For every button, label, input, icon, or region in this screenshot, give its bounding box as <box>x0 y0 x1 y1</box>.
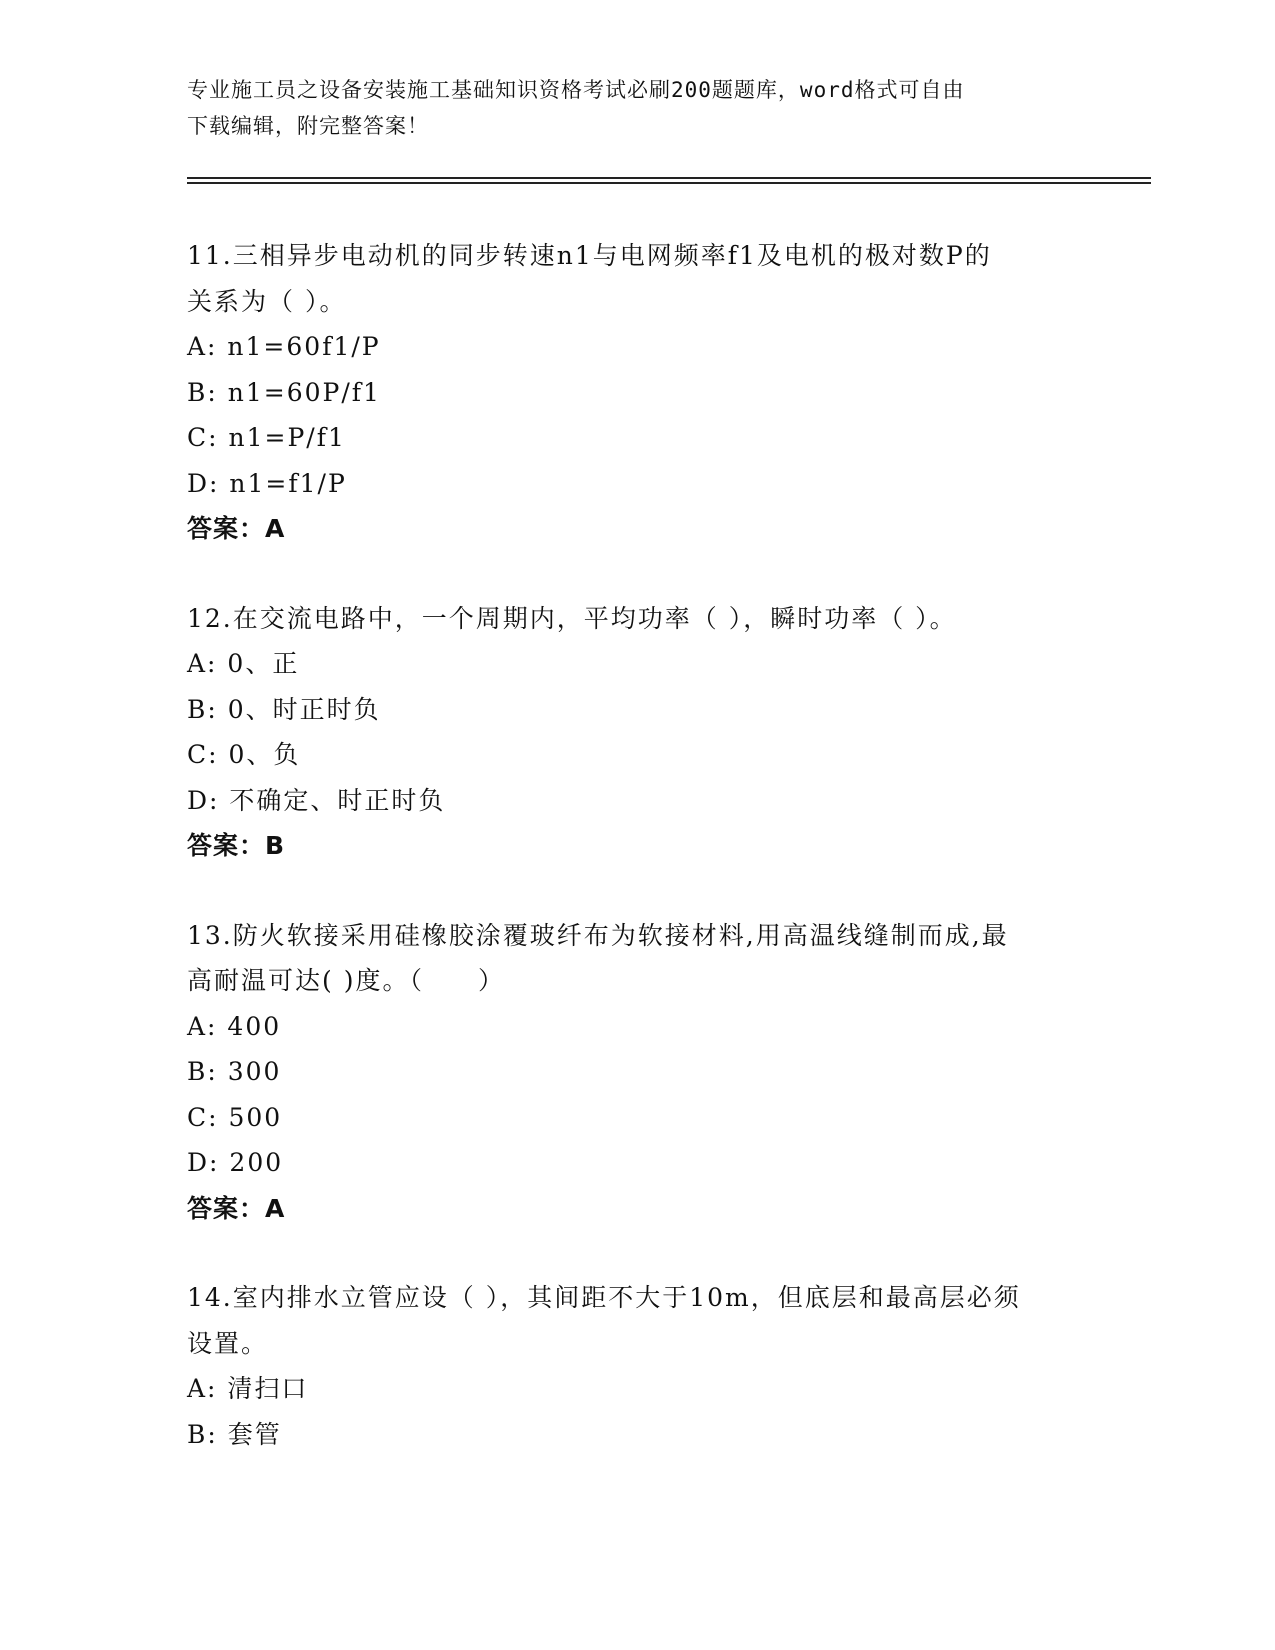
option-d: D: 200 <box>187 1148 284 1177</box>
option-c: C: 500 <box>187 1102 283 1132</box>
question-text <box>187 913 1087 1004</box>
question-11 <box>187 233 1087 552</box>
option-a: A: n1=60f1/P <box>187 332 381 361</box>
answer: 答案：B <box>187 831 286 860</box>
question-text-line-2: 设置。 <box>187 1328 269 1358</box>
option-b: B: 300 <box>187 1057 282 1086</box>
document-header <box>187 72 1067 144</box>
question-text <box>187 596 1087 642</box>
question-text-line-1: 11.三相异步电动机的同步转速n1与电网频率f1及电机的极对数P的 <box>187 241 992 270</box>
header-line-2: 下载编辑，附完整答案！ <box>187 114 429 138</box>
question-text-line-1: 12.在交流电路中，一个周期内，平均功率（ ），瞬时功率（ ）。 <box>187 603 957 633</box>
option-c: C: 0、负 <box>187 740 301 769</box>
answer: 答案：A <box>187 1193 286 1223</box>
option-d: D: 不确定、时正时负 <box>187 785 446 815</box>
option-c: C: n1=P/f1 <box>187 423 346 452</box>
question-12 <box>187 596 1087 869</box>
option-d: D: n1=f1/P <box>187 468 347 498</box>
question-text <box>187 1275 1087 1366</box>
question-text-line-2: 关系为（ ）。 <box>187 286 347 316</box>
header-divider-top <box>187 177 1151 179</box>
question-13 <box>187 913 1087 1232</box>
question-text-line-1: 14.室内排水立管应设（ ），其间距不大于10m，但底层和最高层必须 <box>187 1283 1021 1312</box>
option-b: B: n1=60P/f1 <box>187 377 381 407</box>
header-line-1: 专业施工员之设备安装施工基础知识资格考试必刷200题题库，word格式可自由 <box>187 78 965 102</box>
header-divider-bottom <box>187 182 1151 184</box>
option-b: B: 套管 <box>187 1419 282 1449</box>
question-text-line-1: 13.防火软接采用硅橡胶涂覆玻纤布为软接材料,用高温线缝制而成,最 <box>187 920 1009 950</box>
question-14 <box>187 1275 1087 1457</box>
option-a: A: 清扫口 <box>187 1374 309 1403</box>
answer: 答案：A <box>187 514 286 543</box>
question-list <box>187 233 1087 1501</box>
option-a: A: 0、正 <box>187 649 300 678</box>
question-text <box>187 233 1087 324</box>
option-b: B: 0、时正时负 <box>187 694 381 724</box>
question-text-line-2: 高耐温可达( )度。（ ） <box>187 966 505 995</box>
option-a: A: 400 <box>187 1011 282 1041</box>
